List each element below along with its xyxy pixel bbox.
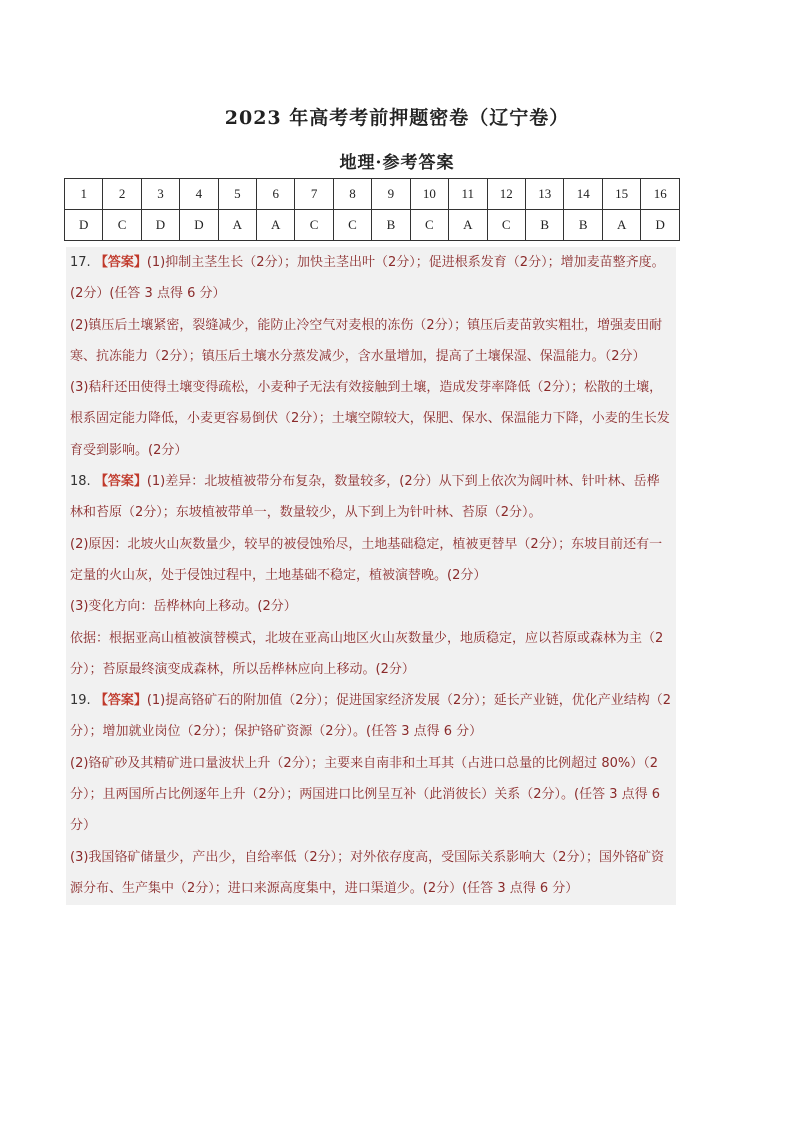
q17-part1 <box>70 247 672 310</box>
q18-basis: 依据：根据亚高山植被演替模式，北坡在亚高山地区火山灰数量少，地质稳定，应以苔原或森林为主（2分）；苔原最终演变成森林，所以岳桦林应向上移动。(2分） <box>70 630 664 677</box>
question-number-cell: 2 <box>103 179 141 210</box>
question-number-cell: 3 <box>141 179 179 210</box>
q18-part3: (3)变化方向：岳桦林向上移动。(2分） <box>70 599 297 615</box>
q19-part3: (3)我国铬矿储量少，产出少，自给率低（2分）；对外依存度高，受国际关系影响大（2分）；国外铬矿资源分布、生产集中（2分）；进口来源高度集中，进口渠道少。(2分）(任答 3 点得 6 分） <box>70 849 664 896</box>
question-number: 18. <box>70 474 91 490</box>
answer-tag: 【答案】 <box>94 255 147 270</box>
question-number-cell: 5 <box>218 179 256 210</box>
answer-cell: A <box>602 210 640 241</box>
question-number-cell: 15 <box>602 179 640 210</box>
answer-table <box>64 178 680 241</box>
q17-part3: (3)秸秆还田使得土壤变得疏松，小麦种子无法有效接触到土壤，造成发芽率降低（2分）；松散的土壤，根系固定能力降低，小麦更容易倒伏（2分）；土壤空隙较大，保肥、保水、保温能力下降，小麦的生长发育受到影响。(2分） <box>70 380 670 458</box>
question-number-cell: 6 <box>257 179 295 210</box>
answer-content <box>66 247 676 905</box>
question-number-cell: 1 <box>65 179 103 210</box>
answer-cell: A <box>257 210 295 241</box>
answer-cell: C <box>295 210 333 241</box>
answer-cell: C <box>333 210 371 241</box>
page-subtitle: 地理·参考答案 <box>339 153 455 173</box>
question-number: 17. <box>70 255 91 270</box>
answer-cell: A <box>218 210 256 241</box>
answer-cell: C <box>103 210 141 241</box>
answer-table-number-row <box>65 179 680 210</box>
question-number-cell: 7 <box>295 179 333 210</box>
answer-cell: A <box>449 210 487 241</box>
question-number-cell: 8 <box>333 179 371 210</box>
question-number: 19. <box>70 693 91 709</box>
question-number-cell: 14 <box>564 179 602 210</box>
answer-cell: D <box>180 210 218 241</box>
answer-cell: B <box>564 210 602 241</box>
answer-cell: B <box>372 210 410 241</box>
question-number-cell: 11 <box>449 179 487 210</box>
q19-part2: (2)铬矿砂及其精矿进口量波状上升（2分）；主要来自南非和土耳其（占进口总量的比例超过 80%）（2分）；且两国所占比例逐年上升（2分）；两国进口比例呈互补（此消彼长）关系（2分）。(任答 3 点得 6 分） <box>70 755 661 834</box>
question-number-cell: 12 <box>487 179 525 210</box>
answer-tag: 【答案】 <box>94 474 147 490</box>
answer-cell: D <box>65 210 103 241</box>
question-number-cell: 10 <box>410 179 448 210</box>
question-number-cell: 13 <box>526 179 564 210</box>
answer-cell: D <box>641 210 680 241</box>
answer-cell: D <box>141 210 179 241</box>
answer-cell: B <box>526 210 564 241</box>
q18-part1 <box>70 466 672 529</box>
answer-text: (1)抑制主茎生长（2分）；加快主茎出叶（2分）；促进根系发育（2分）；增加麦苗整齐度。(2分）(任答 3 点得 6 分） <box>70 255 665 302</box>
answer-cell: C <box>487 210 525 241</box>
answer-text: (1)差异：北坡植被带分布复杂，数量较多，(2分）从下到上依次为阔叶林、针叶林、岳桦林和苔原（2分）；东坡植被带单一，数量较少，从下到上为针叶林、苔原（2分）。 <box>70 474 660 521</box>
question-number-cell: 16 <box>641 179 680 210</box>
page-title: 2023 年高考考前押题密卷（辽宁卷） <box>224 107 570 129</box>
q17-part2: (2)镇压后土壤紧密，裂缝减少，能防止冷空气对麦根的冻伤（2分）；镇压后麦苗敦实粗壮，增强麦田耐寒、抗冻能力（2分）；镇压后土壤水分蒸发减少，含水量增加，提高了土壤保湿、保温能力。（2分） <box>70 317 663 364</box>
answer-text: (1)提高铬矿石的附加值（2分）；促进国家经济发展（2分）；延长产业链，优化产业结构（2分）；增加就业岗位（2分）；保护铬矿资源（2分）。(任答 3 点得 6 分） <box>70 693 672 740</box>
q18-part2: (2)原因：北坡火山灰数量少，较早的被侵蚀殆尽，土地基础稳定，植被更替早（2分）；东坡目前还有一定量的火山灰，处于侵蚀过程中，土地基础不稳定，植被演替晚。(2分） <box>70 536 663 583</box>
answer-tag: 【答案】 <box>94 693 147 709</box>
question-number-cell: 4 <box>180 179 218 210</box>
question-number-cell: 9 <box>372 179 410 210</box>
answer-table-answer-row <box>65 210 680 241</box>
answer-cell: C <box>410 210 448 241</box>
q19-part1 <box>70 685 672 748</box>
